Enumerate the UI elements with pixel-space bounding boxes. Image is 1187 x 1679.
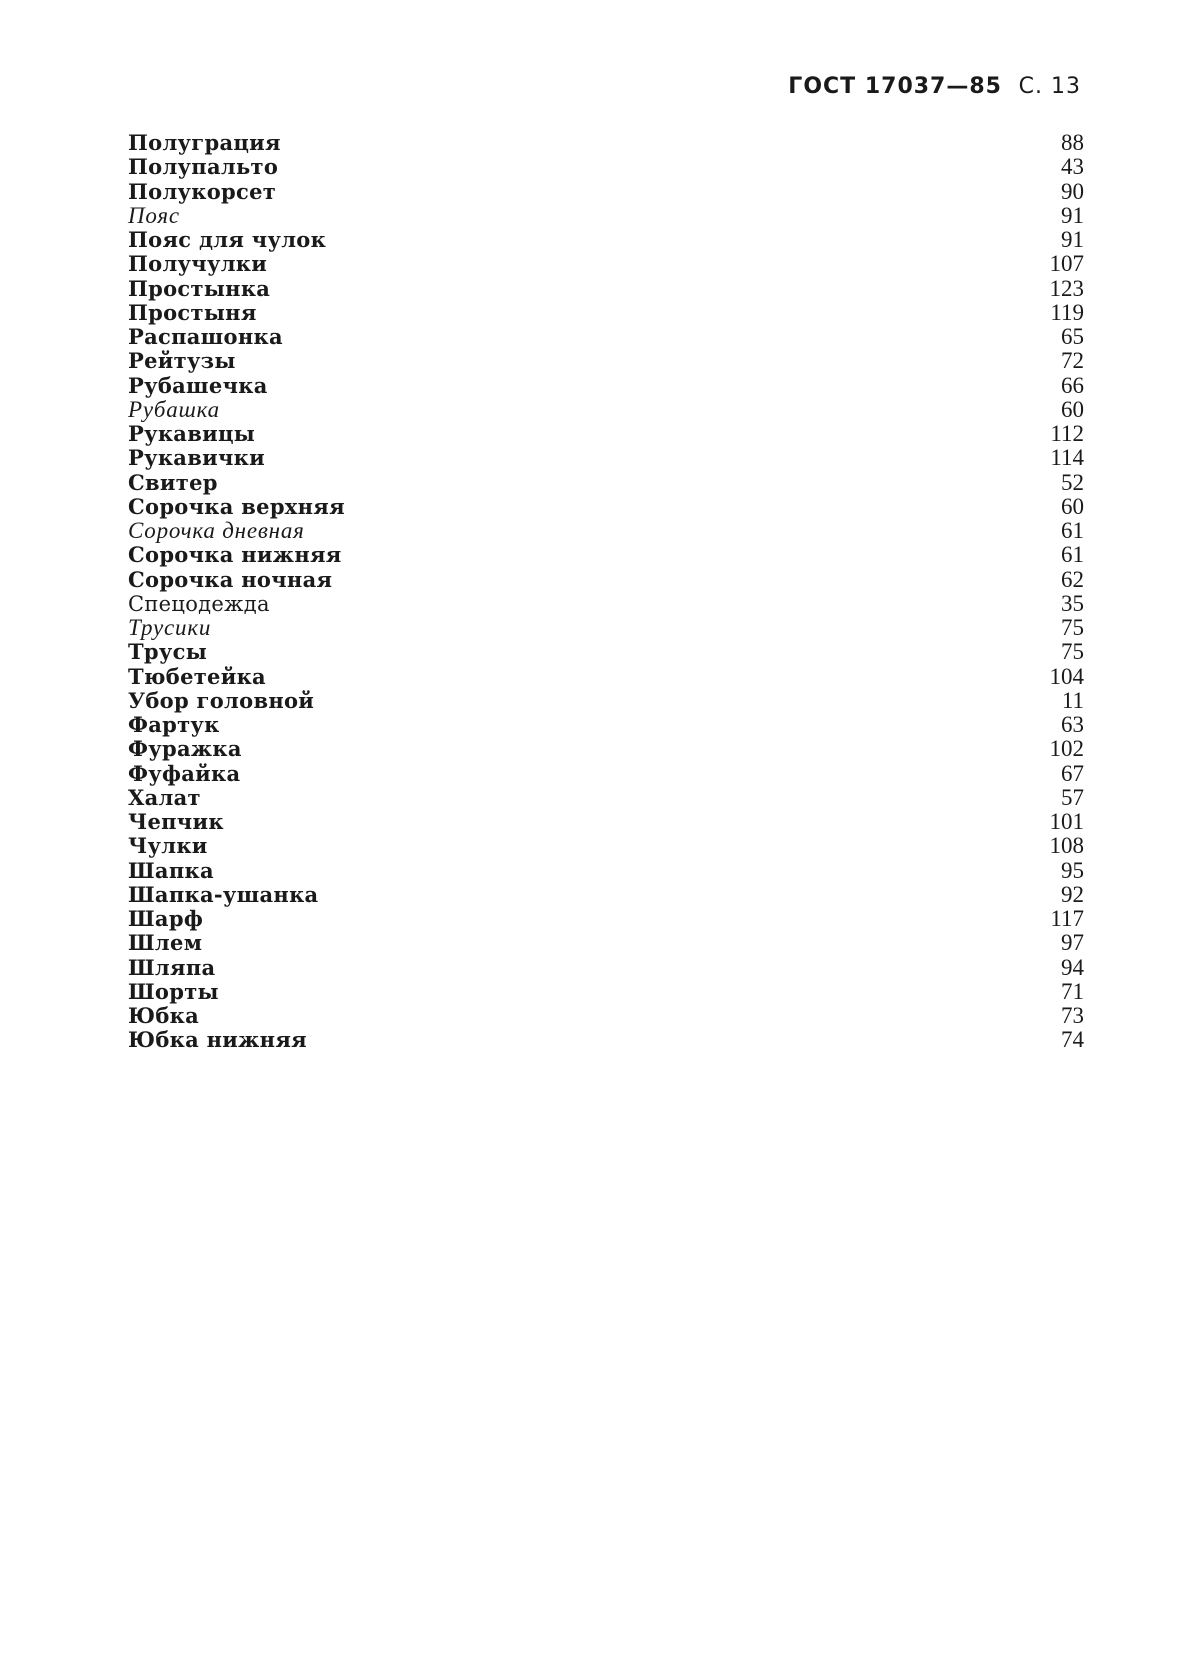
index-entry bbox=[128, 786, 1084, 810]
index-page-number: 61 bbox=[1061, 542, 1084, 568]
index-entry bbox=[128, 1028, 1084, 1052]
index-term: Свитер bbox=[128, 469, 218, 495]
index-entry bbox=[128, 374, 1084, 398]
index-term: Полупальто bbox=[128, 154, 279, 180]
index-term: Полуграция bbox=[128, 130, 281, 155]
index-term: Фуражка bbox=[128, 736, 242, 762]
index-entry bbox=[128, 131, 1084, 155]
index-entry bbox=[128, 277, 1084, 301]
index-term: Тюбетейка bbox=[128, 663, 266, 689]
index-page-number: 97 bbox=[1061, 930, 1084, 956]
index-entry bbox=[128, 713, 1084, 737]
index-page-number: 94 bbox=[1061, 954, 1084, 980]
index-term: Рукавички bbox=[128, 445, 265, 471]
index-entry bbox=[128, 737, 1084, 761]
index-entry bbox=[128, 689, 1084, 713]
index-term: Трусики bbox=[128, 615, 212, 640]
index-term: Пояс bbox=[128, 202, 180, 228]
index-page-number: 62 bbox=[1061, 566, 1084, 592]
index-term: Шапка-ушанка bbox=[128, 881, 319, 907]
index-page-number: 52 bbox=[1061, 469, 1084, 495]
index-term: Рейтузы bbox=[128, 348, 236, 374]
index-term: Сорочка ночная bbox=[128, 566, 333, 592]
index-term: Рубашечка bbox=[128, 372, 268, 398]
index-page-number: 75 bbox=[1061, 639, 1084, 665]
index-entry bbox=[128, 204, 1084, 228]
index-page-number: 114 bbox=[1050, 445, 1084, 471]
index-page-number: 112 bbox=[1050, 421, 1084, 446]
index-entry bbox=[128, 640, 1084, 664]
index-entry bbox=[128, 471, 1084, 495]
index-entry bbox=[128, 252, 1084, 276]
index-entry bbox=[128, 931, 1084, 955]
index-page-number: 104 bbox=[1049, 663, 1084, 689]
index-term: Юбка нижняя bbox=[128, 1027, 307, 1053]
index-page-number: 91 bbox=[1061, 202, 1084, 228]
index-term: Шапка bbox=[128, 857, 214, 883]
index-page-number: 73 bbox=[1061, 1003, 1084, 1028]
index-page-number: 63 bbox=[1061, 712, 1084, 737]
index-term: Шорты bbox=[128, 978, 219, 1004]
index-entry bbox=[128, 980, 1084, 1004]
index-term: Убор головной bbox=[128, 687, 315, 713]
index-page-number: 107 bbox=[1049, 251, 1084, 277]
index-page-number: 72 bbox=[1061, 348, 1084, 374]
index-entry bbox=[128, 810, 1084, 834]
index-entry bbox=[128, 301, 1084, 325]
index-term: Распашонка bbox=[128, 324, 283, 349]
index-entry bbox=[128, 859, 1084, 883]
index-term: Простыня bbox=[128, 299, 257, 325]
index-page-number: 123 bbox=[1049, 275, 1084, 301]
index-page-number: 11 bbox=[1061, 687, 1084, 713]
index-entry bbox=[128, 883, 1084, 907]
index-term: Простынка bbox=[128, 275, 271, 301]
index-entry bbox=[128, 834, 1084, 858]
index-page-number: 60 bbox=[1061, 493, 1084, 519]
index-page-number: 88 bbox=[1061, 130, 1084, 155]
index-term: Рубашка bbox=[128, 396, 220, 422]
index-entry bbox=[128, 956, 1084, 980]
index-entry bbox=[128, 495, 1084, 519]
index-term: Чулки bbox=[128, 833, 208, 859]
index-term: Фуфайка bbox=[128, 760, 241, 786]
index-entry bbox=[128, 519, 1084, 543]
index-entry bbox=[128, 907, 1084, 931]
index-page-number: 101 bbox=[1049, 809, 1084, 834]
index-term: Трусы bbox=[128, 639, 208, 665]
index-page-number: 75 bbox=[1061, 615, 1084, 640]
index-term: Полукорсет bbox=[128, 178, 277, 204]
index-term: Шлем bbox=[128, 930, 203, 956]
index-page-number: 66 bbox=[1061, 372, 1084, 398]
index-page-number: 102 bbox=[1049, 736, 1084, 762]
index-page-number: 74 bbox=[1061, 1027, 1084, 1053]
index-page-number: 61 bbox=[1061, 518, 1084, 543]
index-entry bbox=[128, 422, 1084, 446]
subject-index-list bbox=[128, 131, 1084, 1053]
index-entry bbox=[128, 762, 1084, 786]
index-entry bbox=[128, 155, 1084, 179]
index-page-number: 67 bbox=[1061, 760, 1084, 786]
index-page-number: 57 bbox=[1061, 784, 1084, 810]
index-page-number: 65 bbox=[1061, 324, 1084, 349]
index-entry bbox=[128, 228, 1084, 252]
index-term: Получулки bbox=[128, 251, 268, 277]
index-term: Шарф bbox=[128, 906, 204, 931]
index-entry bbox=[128, 446, 1084, 470]
page-number: С. 13 bbox=[1018, 74, 1081, 99]
index-term: Сорочка дневная bbox=[128, 518, 305, 543]
index-entry bbox=[128, 616, 1084, 640]
index-term: Пояс для чулок bbox=[128, 227, 327, 252]
index-term: Сорочка верхняя bbox=[128, 493, 345, 519]
index-entry bbox=[128, 568, 1084, 592]
index-page-number: 92 bbox=[1061, 881, 1084, 907]
index-term: Сорочка нижняя bbox=[128, 542, 342, 568]
index-term: Рукавицы bbox=[128, 421, 256, 446]
index-term: Халат bbox=[128, 784, 201, 810]
index-entry bbox=[128, 592, 1084, 616]
index-term: Спецодежда bbox=[128, 591, 270, 616]
index-entry bbox=[128, 398, 1084, 422]
index-page-number: 35 bbox=[1061, 590, 1084, 616]
index-entry bbox=[128, 543, 1084, 567]
index-entry bbox=[128, 180, 1084, 204]
index-page-number: 119 bbox=[1050, 299, 1084, 325]
index-term: Фартук bbox=[128, 712, 220, 737]
index-page-number: 108 bbox=[1049, 833, 1084, 859]
index-entry bbox=[128, 1004, 1084, 1028]
standard-code: ГОСТ 17037—85 bbox=[788, 74, 1002, 99]
index-page-number: 43 bbox=[1061, 154, 1084, 180]
index-page-number: 71 bbox=[1061, 978, 1084, 1004]
index-term: Шляпа bbox=[128, 954, 216, 980]
index-page-number: 95 bbox=[1061, 857, 1084, 883]
index-term: Юбка bbox=[128, 1003, 200, 1028]
index-entry bbox=[128, 349, 1084, 373]
index-entry bbox=[128, 325, 1084, 349]
page-header bbox=[788, 74, 1081, 99]
index-term: Чепчик bbox=[128, 809, 224, 834]
index-page-number: 90 bbox=[1061, 178, 1084, 204]
index-page-number: 91 bbox=[1061, 227, 1084, 252]
index-entry bbox=[128, 665, 1084, 689]
index-page-number: 60 bbox=[1061, 396, 1084, 422]
index-page-number: 117 bbox=[1050, 906, 1084, 931]
